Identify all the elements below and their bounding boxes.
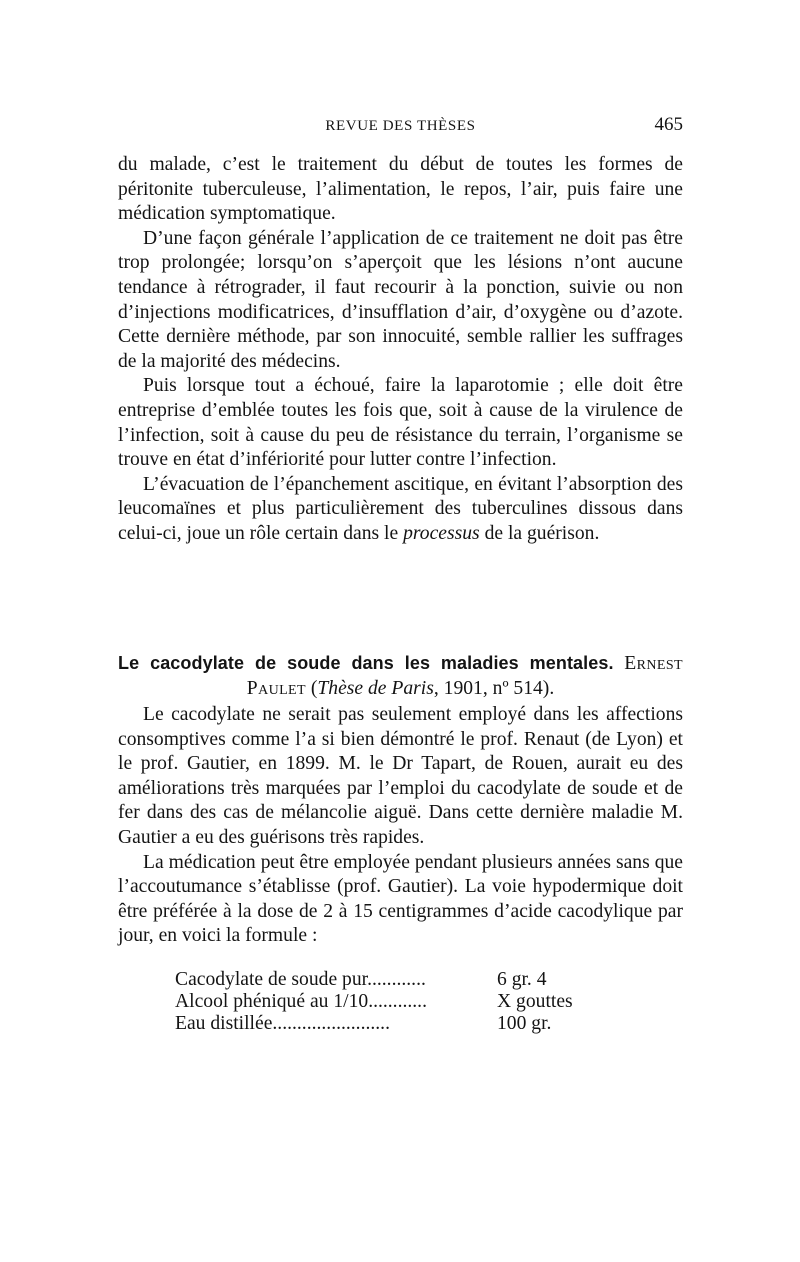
running-title: REVUE DES THÈSES [325,118,476,134]
page-header [118,112,683,142]
formula-row [175,1013,573,1035]
formula-row [175,991,573,1013]
formula-quantity: 6 gr. 4 [497,969,547,990]
page-number: 465 [654,114,683,135]
paragraph-text: L’évacuation de l’épanchement ascitique, en évitant l’absorption des leucomaïnes et plus particulièrement des tuberculines dissous dans celui-ci, joue un rôle certain dans le [118,473,683,544]
formula-row [175,969,573,991]
paragraph: du malade, c’est le traitement du début de toutes les formes de péritonite tuberculeuse, l’alimentation, le repos, l’air, puis faire une médication symptomatique. [118,154,683,225]
author-last-name: Paulet [246,678,306,699]
thesis-reference: Thèse de Paris [317,678,434,699]
paragraph: Le cacodylate ne serait pas seulement employé dans les affections consomptives comme l’a si bien démontré le prof. Renaut (de Lyon) et le prof. Gautier, en 1899. M. le Dr Tapart, de Rouen, aurait eu des améliorations très marquées par l’emploi du cacodylate de soude et de fer dans des cas de mélancolie aiguë. Dans cette dernière maladie M. Gautier a eu des guérisons très rapides. [118,704,683,848]
paragraph: La médication peut être employée pendant plusieurs années sans que l’accoutumance s’établisse (prof. Gautier). La voie hypodermique doit être préférée à la dose de 2 à 15 centigrammes d’acide cacodylique par jour, en voici la formule : [118,851,683,947]
formula-ingredient: Alcool phéniqué au 1/10............ [175,991,427,1012]
formula-ingredient: Eau distillée........................ [175,1013,390,1034]
emphasis-text: processus [403,522,480,544]
formula-quantity: 100 gr. [497,1013,552,1034]
formula-ingredient: Cacodylate de soude pur............ [175,969,426,990]
formula-table [175,969,573,1035]
article-body [118,703,683,949]
reference-details: , 1901, nº 514). [433,678,555,699]
paragraph: Puis lorsque tout a échoué, faire la laparotomie ; elle doit être entreprise d’emblée toutes les fois que, soit à cause de la virulence de l’infection, soit à cause du peu de résistance du terrain, l’organisme se trouve en état d’infériorité pour lutter contre l’infection. [118,375,683,471]
article-heading [118,651,683,701]
formula-quantity: X gouttes [497,991,573,1012]
paragraph: D’une façon générale l’application de ce traitement ne doit pas être trop prolongée; lorsqu’on s’aperçoit que les lésions n’ont aucune tendance à rétrograder, il faut recourir à la ponction, suivie ou non d’injections modificatrices, d’insufflation d’air, d’oxygène ou d’azote. Cette dernière méthode, par son innocuité, semble rallier les suffrages de la majorité des médecins. [118,227,683,372]
section-continuation [118,153,683,547]
article-title-line [118,651,683,676]
paragraph-text: de la guérison. [484,522,600,544]
article-reference-line: Paulet (Thèse de Paris, 1901, nº 514). [246,678,555,699]
author-first-name: Ernest [624,653,683,674]
paragraph-with-emphasis [118,473,683,547]
article-title: Le cacodylate de soude dans les maladies mentales. [118,653,614,673]
